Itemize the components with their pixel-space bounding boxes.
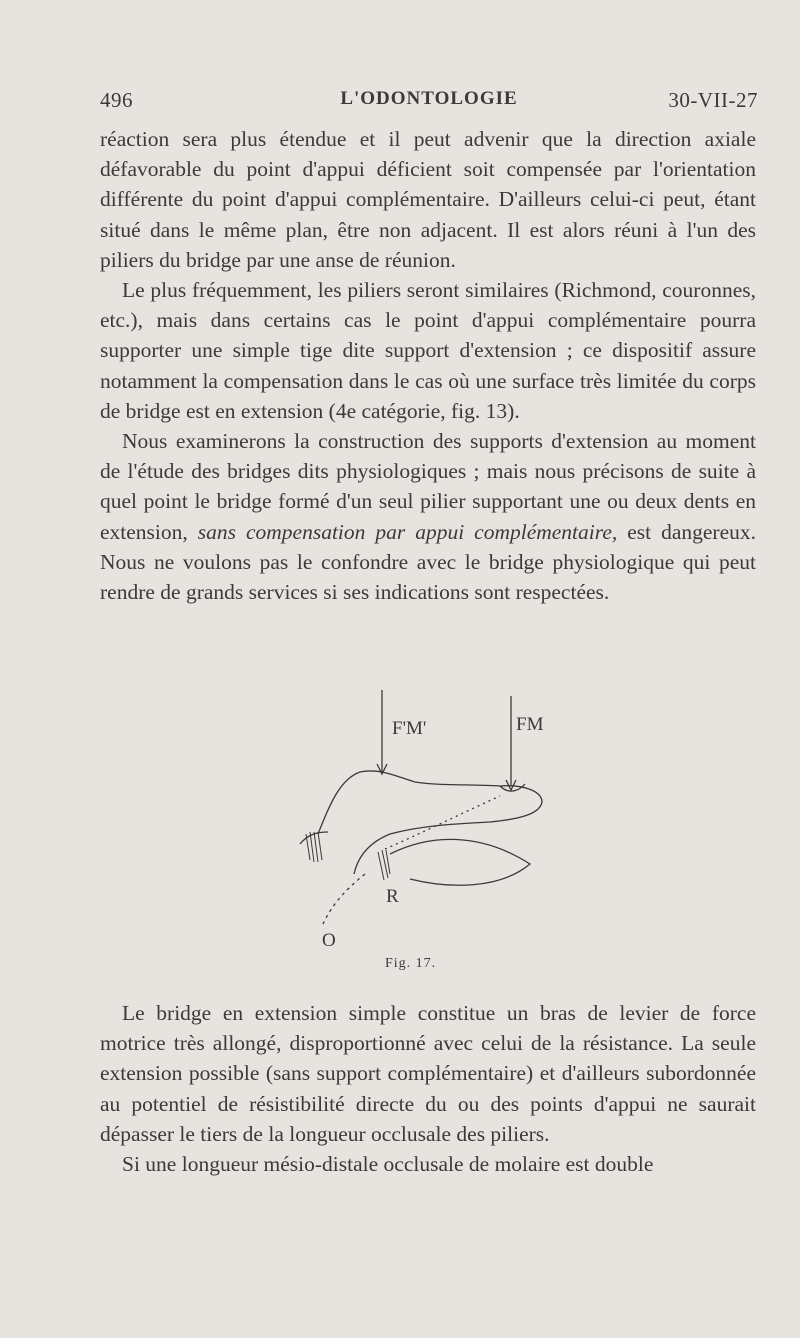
body-text-top bbox=[100, 124, 756, 607]
paragraph-3-end: est dangereux. Nous ne voulons pas le confondre avec le bridge physiologique qui peut rendre de grands services si ses indications sont respectées. bbox=[100, 519, 756, 605]
label-o: O bbox=[322, 930, 336, 951]
label-fm: FM bbox=[516, 714, 544, 735]
bridge-outline bbox=[318, 771, 542, 874]
paragraph-5: Si une longueur mésio-distale occlusale de molaire est double bbox=[122, 1152, 654, 1177]
figure-caption: Fig. 17. bbox=[385, 956, 437, 971]
issue-date: 30-VII-27 bbox=[668, 88, 758, 112]
journal-title: L'ODONTOLOGIE bbox=[340, 88, 518, 109]
body-text-bottom bbox=[100, 998, 756, 1179]
paragraph-3-italic: sans compensation par appui complémentaire, bbox=[197, 519, 618, 544]
paragraph-4: Le bridge en extension simple constitue un bras de levier de force motrice très allongé, disproportionné avec celui de la résistance. La seule extension possible (sans support complémentaire) et d'ailleurs subordonnée au potentiel de résistibilité directe du ou des points d'appui ne saurait dépasser le tiers de la longueur occlusale des piliers. bbox=[100, 1001, 756, 1146]
page-number: 496 bbox=[100, 88, 133, 112]
figure-17 bbox=[270, 684, 570, 969]
running-header bbox=[100, 88, 758, 118]
paragraph-1: réaction sera plus étendue et il peut advenir que la direction axiale défavorable du point d'appui déficient soit compensée par l'orientation différente du point d'appui complémentaire. D'ailleurs celui-ci peut, étant situé dans le même plan, être non adjacent. Il est alors réuni à l'un des piliers du bridge par une anse de réunion. bbox=[100, 127, 756, 272]
label-r: R bbox=[386, 886, 399, 907]
root-dashed bbox=[322, 874, 365, 926]
jaw-curve bbox=[390, 839, 530, 885]
paragraph-3 bbox=[100, 426, 756, 607]
label-fm-prime: F'M' bbox=[392, 718, 427, 739]
paragraph-2: Le plus fréquemment, les piliers seront similaires (Richmond, couronnes, etc.), mais dans certains cas le point d'appui complémentaire pourra supporter une simple tige dite support d'extension ; ce dispositif assure notamment la compensation dans le cas où une surface très limitée du corps de bridge est en extension (4e catégorie, fig. 13). bbox=[100, 278, 756, 423]
paragraph-3-start: Nous examinerons la construction des supports d'extension au moment de l'étude des bridges dits physiologiques ; mais nous précisons de suite à quel point le bridge formé d'un seul pilier supportant une ou deux dents en extension, bbox=[100, 429, 756, 544]
bridge-diagram bbox=[270, 684, 570, 969]
